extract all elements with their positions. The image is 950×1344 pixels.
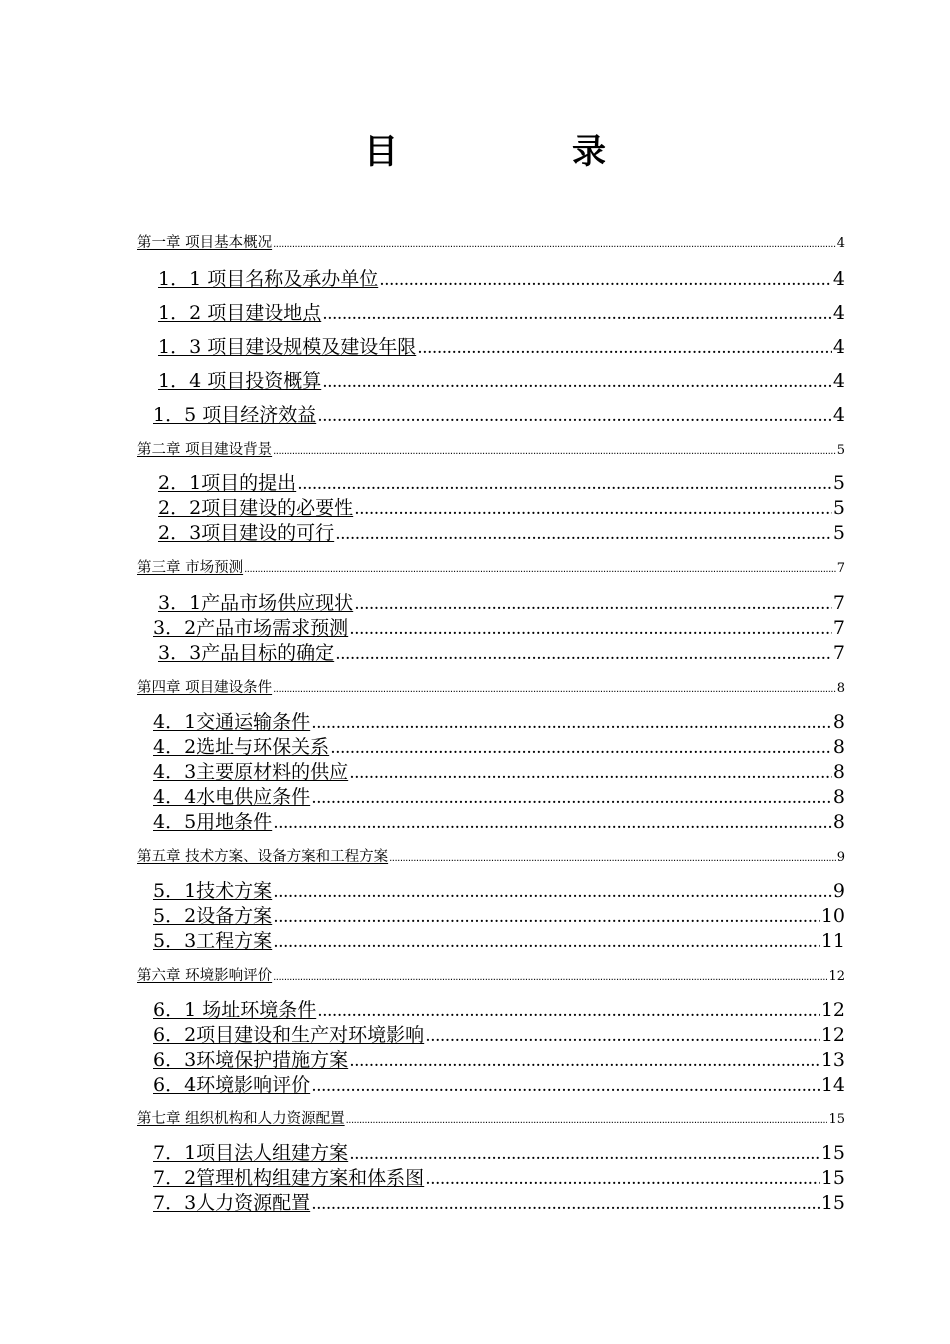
toc-page-number: 4 — [832, 268, 845, 290]
toc-page-number: 7 — [832, 592, 845, 614]
toc-entry-label: 3．2产品市场需求预测 — [153, 617, 349, 639]
toc-entry-label: 6．1 场址环境条件 — [153, 999, 317, 1021]
toc-section-4-4[interactable] — [153, 782, 845, 809]
toc-page-number: 5 — [832, 472, 845, 494]
toc-section-6-3[interactable] — [153, 1045, 845, 1072]
toc-section-1-2[interactable] — [158, 298, 845, 325]
toc-entry-label: 4．3主要原材料的供应 — [153, 761, 349, 783]
toc-page-number: 7 — [836, 561, 845, 576]
toc-entry-label: 第三章 市场预测 — [137, 560, 244, 576]
toc-entry-label: 1．5 项目经济效益 — [153, 404, 317, 426]
toc-section-1-1[interactable] — [158, 264, 845, 291]
toc-section-3-2[interactable] — [153, 613, 845, 640]
toc-page-number: 4 — [836, 236, 845, 251]
toc-entry-label: 1．3 项目建设规模及建设年限 — [158, 336, 417, 358]
dot-leader — [273, 239, 836, 250]
toc-page-number: 4 — [832, 302, 845, 324]
dot-leader — [354, 594, 832, 614]
toc-section-2-1[interactable] — [158, 468, 845, 495]
dot-leader — [317, 406, 832, 426]
toc-page-number: 5 — [836, 443, 845, 458]
dot-leader — [244, 564, 836, 575]
dot-leader — [379, 270, 832, 290]
toc-entry-label: 4．5用地条件 — [153, 811, 273, 833]
toc-entry-label: 3．1产品市场供应现状 — [158, 592, 354, 614]
dot-leader — [425, 1026, 820, 1046]
dot-leader — [349, 619, 832, 639]
toc-page-number: 13 — [820, 1049, 845, 1071]
toc-entry-label: 2．1项目的提出 — [158, 472, 297, 494]
toc-entry-label: 4．4水电供应条件 — [153, 786, 311, 808]
toc-entry-label: 2．2项目建设的必要性 — [158, 497, 354, 519]
toc-page-number: 8 — [832, 811, 845, 833]
toc-entry-label: 7．3人力资源配置 — [153, 1192, 311, 1214]
toc-chapter-3[interactable] — [137, 556, 845, 577]
toc-page-number: 8 — [832, 736, 845, 758]
toc-section-5-2[interactable] — [153, 901, 845, 928]
toc-section-6-2[interactable] — [153, 1020, 845, 1047]
dot-leader — [346, 1115, 828, 1126]
toc-entry-label: 第五章 技术方案、设备方案和工程方案 — [137, 849, 389, 865]
toc-page-number: 12 — [828, 969, 845, 984]
toc-section-6-4[interactable] — [153, 1070, 845, 1097]
toc-entry-label: 1．1 项目名称及承办单位 — [158, 268, 379, 290]
dot-leader — [273, 684, 836, 695]
toc-page-number: 4 — [832, 370, 845, 392]
toc-page-number: 4 — [832, 336, 845, 358]
toc-chapter-4[interactable] — [137, 676, 845, 697]
toc-section-5-1[interactable] — [153, 876, 845, 903]
toc-page-number: 5 — [832, 522, 845, 544]
toc-section-4-2[interactable] — [153, 732, 845, 759]
dot-leader — [349, 1144, 820, 1164]
toc-page-number: 8 — [832, 786, 845, 808]
dot-leader — [322, 304, 832, 324]
toc-entry-label: 第二章 项目建设背景 — [137, 442, 273, 458]
toc-page-number: 8 — [836, 681, 845, 696]
toc-section-4-5[interactable] — [153, 807, 845, 834]
toc-entry-label: 5．2设备方案 — [153, 905, 273, 927]
toc-title: 目 录 — [364, 132, 676, 172]
dot-leader — [273, 932, 820, 952]
dot-leader — [311, 788, 832, 808]
toc-page-number: 7 — [832, 642, 845, 664]
toc-page-number: 15 — [820, 1192, 845, 1214]
dot-leader — [273, 882, 832, 902]
toc-entry-label: 7．1项目法人组建方案 — [153, 1142, 349, 1164]
toc-page-number: 10 — [820, 905, 845, 927]
toc-entry-label: 4．1交通运输条件 — [153, 711, 311, 733]
toc-page-number: 8 — [832, 761, 845, 783]
toc-page-number: 8 — [832, 711, 845, 733]
toc-entry-label: 1．4 项目投资概算 — [158, 370, 322, 392]
dot-leader — [311, 1076, 820, 1096]
dot-leader — [311, 713, 832, 733]
dot-leader — [273, 813, 832, 833]
dot-leader — [335, 644, 832, 664]
dot-leader — [330, 738, 832, 758]
toc-entry-label: 第四章 项目建设条件 — [137, 680, 273, 696]
toc-section-2-2[interactable] — [158, 493, 845, 520]
toc-page-number: 4 — [832, 404, 845, 426]
toc-entry-label: 5．3工程方案 — [153, 930, 273, 952]
dot-leader — [425, 1169, 820, 1189]
toc-section-1-5[interactable] — [153, 400, 845, 427]
toc-section-7-3[interactable] — [153, 1188, 845, 1215]
toc-chapter-6[interactable] — [137, 964, 845, 985]
toc-chapter-5[interactable] — [137, 845, 845, 866]
dot-leader — [297, 474, 832, 494]
toc-section-1-4[interactable] — [158, 366, 845, 393]
toc-chapter-1[interactable] — [137, 231, 845, 252]
toc-section-4-1[interactable] — [153, 707, 845, 734]
toc-entry-label: 3．3产品目标的确定 — [158, 642, 335, 664]
toc-section-1-3[interactable] — [158, 332, 845, 359]
toc-entry-label: 1．2 项目建设地点 — [158, 302, 322, 324]
toc-chapter-7[interactable] — [137, 1107, 845, 1128]
dot-leader — [354, 499, 832, 519]
dot-leader — [349, 763, 832, 783]
dot-leader — [273, 446, 836, 457]
dot-leader — [349, 1051, 820, 1071]
toc-entry-label: 第七章 组织机构和人力资源配置 — [137, 1111, 345, 1127]
toc-section-6-1[interactable] — [153, 995, 845, 1022]
toc-page-number: 7 — [832, 617, 845, 639]
toc-entry-label: 6．4环境影响评价 — [153, 1074, 311, 1096]
toc-entry-label: 第一章 项目基本概况 — [137, 235, 273, 251]
toc-section-7-2[interactable] — [153, 1163, 845, 1190]
toc-entry-label: 第六章 环境影响评价 — [137, 968, 273, 984]
toc-section-3-3[interactable] — [158, 638, 845, 665]
dot-leader — [335, 524, 832, 544]
toc-entry-label: 7．2管理机构组建方案和体系图 — [153, 1167, 425, 1189]
dot-leader — [317, 1001, 820, 1021]
toc-page-number: 9 — [832, 880, 845, 902]
dot-leader — [417, 338, 832, 358]
toc-page-number: 5 — [832, 497, 845, 519]
dot-leader — [322, 372, 832, 392]
toc-page-number: 15 — [820, 1142, 845, 1164]
toc-page-number: 12 — [820, 1024, 845, 1046]
toc-section-3-1[interactable] — [158, 588, 845, 615]
toc-chapter-2[interactable] — [137, 438, 845, 459]
toc-entry-label: 6．2项目建设和生产对环境影响 — [153, 1024, 425, 1046]
dot-leader — [389, 853, 836, 864]
toc-page-number: 14 — [820, 1074, 845, 1096]
toc-entry-label: 5．1技术方案 — [153, 880, 273, 902]
toc-page-number: 15 — [820, 1167, 845, 1189]
toc-page-number: 15 — [828, 1112, 845, 1127]
toc-section-4-3[interactable] — [153, 757, 845, 784]
toc-entry-label: 2．3项目建设的可行 — [158, 522, 335, 544]
toc-page-number: 11 — [820, 930, 845, 952]
toc-page-number: 9 — [836, 850, 845, 865]
dot-leader — [311, 1194, 820, 1214]
dot-leader — [273, 907, 820, 927]
dot-leader — [273, 972, 827, 983]
toc-entry-label: 4．2选址与环保关系 — [153, 736, 330, 758]
toc-section-5-3[interactable] — [153, 926, 845, 953]
toc-section-2-3[interactable] — [158, 518, 845, 545]
toc-page-number: 12 — [820, 999, 845, 1021]
toc-entry-label: 6．3环境保护措施方案 — [153, 1049, 349, 1071]
toc-section-7-1[interactable] — [153, 1138, 845, 1165]
